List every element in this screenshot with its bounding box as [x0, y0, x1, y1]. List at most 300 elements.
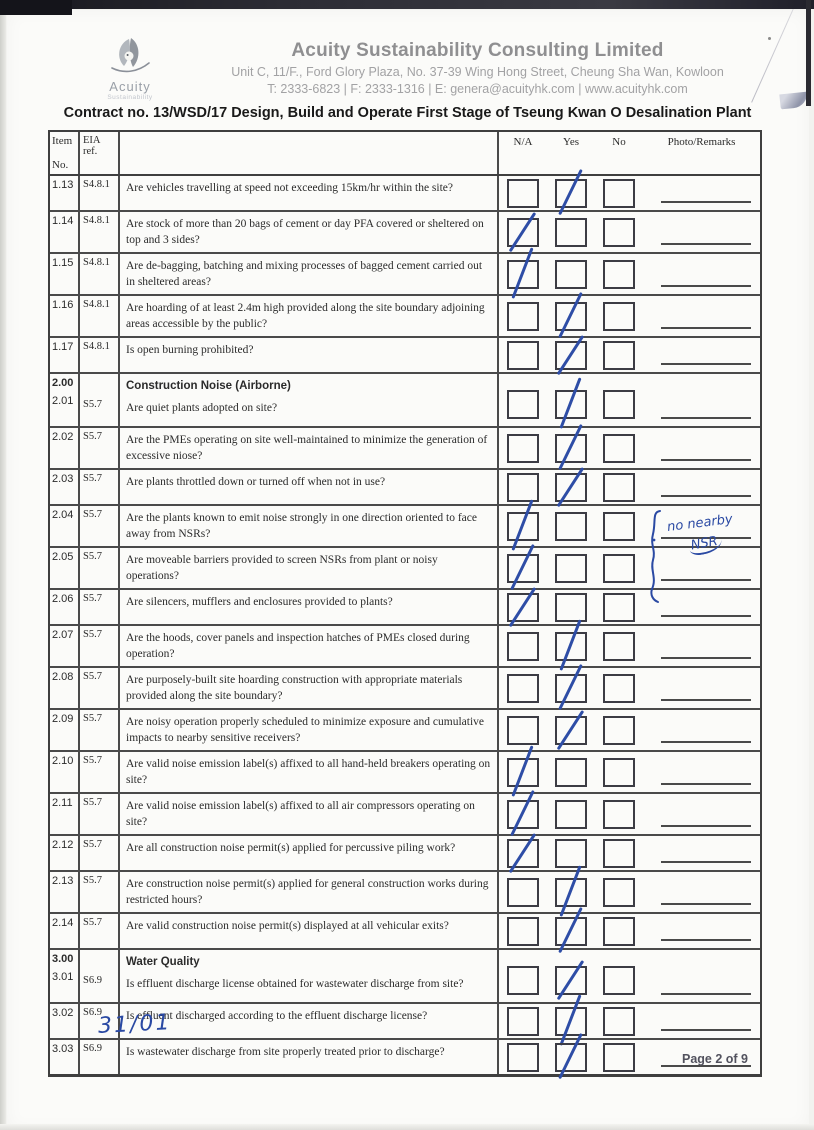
checkbox-yes: [555, 390, 587, 419]
question-text: Is effluent discharged according to the effluent discharge license?: [126, 1010, 428, 1022]
item-cell: [50, 752, 80, 792]
remarks-blank-line: [661, 825, 751, 827]
remarks-cell: [643, 176, 760, 210]
header-item-line2: No.: [52, 159, 69, 171]
checkbox-no: [603, 341, 635, 370]
checkbox-yes: [555, 341, 587, 370]
table-row: [50, 836, 760, 872]
item-number: 2.08: [52, 671, 74, 683]
remarks-blank-line: [661, 459, 751, 461]
item-number: 3.03: [52, 1043, 74, 1055]
question-text: Is wastewater discharge from site properly treated prior to discharge?: [126, 1046, 445, 1058]
item-number: 2.05: [52, 551, 74, 563]
eia-cell: [80, 338, 120, 372]
header-question-blank: [120, 132, 499, 174]
checkbox-yes: [555, 260, 587, 289]
table-row: [50, 506, 760, 554]
eia-reference: S5.7: [83, 629, 102, 640]
checkbox-cell-yes: [547, 176, 595, 210]
checkbox-cell-na: [499, 950, 547, 1002]
checkbox-no: [603, 434, 635, 463]
question-cell: [120, 1040, 499, 1074]
item-cell: [50, 212, 80, 252]
eia-reference: S5.7: [83, 431, 102, 442]
tick-mark: [511, 745, 533, 796]
table-row: [50, 428, 760, 470]
eia-cell: [80, 914, 120, 948]
tick-mark: [510, 789, 534, 835]
checklist-rows: [50, 176, 760, 1074]
checkbox-na: [507, 390, 539, 419]
remarks-blank-line: [661, 939, 751, 941]
company-contact: T: 2333-6823 | F: 2333-1316 | E: genera@acuityhk.com | www.acuityhk.com: [267, 82, 688, 96]
scan-artifact-top-left: [0, 0, 72, 15]
handwritten-date: 31/01: [97, 1010, 173, 1039]
checkbox-na: [507, 1007, 539, 1036]
item-cell: [50, 296, 80, 336]
checkbox-yes: [555, 632, 587, 661]
checkbox-na: [507, 674, 539, 703]
question-text: Are the PMEs operating on site well-maintained to minimize the generation of excessive niose?: [126, 434, 488, 462]
checkbox-cell-na: [499, 668, 547, 708]
question-text: Are the plants known to emit noise strongly in one direction oriented to face away from NSRs?: [126, 512, 477, 540]
table-row: [50, 752, 760, 794]
checkbox-no: [603, 302, 635, 331]
question-cell: [120, 338, 499, 372]
checkbox-cell-yes: [547, 590, 595, 624]
item-number: 2.02: [52, 431, 74, 443]
checkbox-cell-no: [595, 548, 643, 588]
table-row: [50, 914, 760, 950]
remarks-blank-line: [661, 861, 751, 863]
checkbox-cell-yes: [547, 428, 595, 468]
table-row: [50, 296, 760, 338]
checkbox-cell-yes: [547, 710, 595, 750]
checkbox-yes: [555, 878, 587, 907]
tick-mark: [559, 865, 581, 916]
checkbox-cell-na: [499, 794, 547, 834]
remarks-cell: [643, 470, 760, 504]
letterhead: [190, 40, 765, 96]
checkbox-cell-na: [499, 548, 547, 588]
checkbox-cell-no: [595, 914, 643, 948]
header-na: N/A: [513, 136, 533, 148]
checkbox-na: [507, 341, 539, 370]
checkbox-no: [603, 554, 635, 583]
checkbox-cell-yes: [547, 470, 595, 504]
checkbox-cell-na: [499, 752, 547, 792]
item-cell: [50, 548, 80, 588]
remarks-blank-line: [661, 243, 751, 245]
checkbox-cell-yes: [547, 212, 595, 252]
checklist-table: [48, 130, 762, 1077]
checkbox-yes: [555, 1043, 587, 1072]
eia-cell: [80, 626, 120, 666]
item-number: 1.14: [52, 215, 74, 227]
eia-reference: S4.8.1: [83, 341, 110, 352]
question-cell: [120, 212, 499, 252]
question-cell: [120, 548, 499, 588]
eia-reference: S6.9: [83, 1007, 102, 1018]
item-cell: [50, 374, 80, 426]
checkbox-no: [603, 966, 635, 995]
remarks-cell: [643, 668, 760, 708]
remarks-cell: [643, 428, 760, 468]
remarks-blank-line: [661, 579, 751, 581]
item-number: 1.13: [52, 179, 74, 191]
checkbox-cell-no: [595, 794, 643, 834]
eia-cell: [80, 590, 120, 624]
tick-mark: [558, 168, 582, 214]
remarks-cell: [643, 752, 760, 792]
tick-mark: [509, 833, 536, 873]
eia-reference: S5.7: [83, 473, 102, 484]
eia-cell: [80, 374, 120, 426]
remarks-blank-line: [661, 993, 751, 995]
remarks-blank-line: [661, 495, 751, 497]
checkbox-na: [507, 260, 539, 289]
scan-artifact-right-edge: [806, 0, 811, 106]
remarks-blank-line: [661, 615, 751, 617]
table-row: [50, 176, 760, 212]
checkbox-no: [603, 674, 635, 703]
tick-mark: [558, 1032, 582, 1078]
checkbox-cell-no: [595, 470, 643, 504]
remarks-cell: [643, 950, 760, 1002]
question-cell: [120, 950, 499, 1002]
item-cell: [50, 710, 80, 750]
eia-cell: [80, 176, 120, 210]
table-row: [50, 794, 760, 836]
checkbox-cell-no: [595, 1004, 643, 1038]
remarks-cell: [643, 836, 760, 870]
question-text: Are moveable barriers provided to screen NSRs from plant or noisy operations?: [126, 554, 438, 582]
question-cell: [120, 254, 499, 294]
company-name: Acuity Sustainability Consulting Limited: [291, 40, 664, 61]
question-cell: [120, 1004, 499, 1038]
header-no: No: [612, 136, 626, 148]
checkbox-cell-yes: [547, 374, 595, 426]
eia-reference: S5.7: [83, 399, 102, 410]
tick-mark: [510, 543, 534, 589]
checkbox-yes: [555, 593, 587, 622]
item-number: 3.01: [52, 971, 74, 983]
remarks-cell: [643, 506, 760, 554]
item-number: 2.12: [52, 839, 74, 851]
checkbox-cell-yes: [547, 794, 595, 834]
table-row: [50, 212, 760, 254]
checkbox-cell-no: [595, 254, 643, 294]
eia-cell: [80, 470, 120, 504]
tick-mark: [558, 663, 582, 709]
checkbox-na: [507, 1043, 539, 1072]
checkbox-no: [603, 878, 635, 907]
brace-mark-icon: [645, 508, 663, 604]
checkbox-cell-no: [595, 338, 643, 372]
checkbox-cell-na: [499, 710, 547, 750]
tick-mark: [559, 619, 581, 670]
tick-mark: [558, 291, 582, 337]
section-title: Water Quality: [126, 956, 200, 968]
checkbox-yes: [555, 218, 587, 247]
question-cell: [120, 470, 499, 504]
tick-mark: [557, 710, 584, 750]
section-number: 2.00: [52, 377, 74, 389]
remarks-cell: [643, 872, 760, 912]
header-remarks: Photo/Remarks: [667, 136, 736, 148]
question-cell: [120, 668, 499, 708]
question-text: Are valid noise emission label(s) affixed to all hand-held breakers operating on site?: [126, 758, 491, 786]
eia-reference: S5.7: [83, 551, 102, 562]
item-cell: [50, 590, 80, 624]
checkbox-yes: [555, 674, 587, 703]
remarks-cell: [643, 296, 760, 336]
checkbox-cell-yes: [547, 548, 595, 588]
checkbox-no: [603, 390, 635, 419]
checkbox-yes: [555, 473, 587, 502]
acuity-leaf-icon: [108, 36, 152, 78]
checkbox-no: [603, 512, 635, 541]
question-cell: [120, 374, 499, 426]
item-cell: [50, 1004, 80, 1038]
checkbox-yes: [555, 839, 587, 868]
table-row: [50, 668, 760, 710]
question-cell: [120, 710, 499, 750]
checkbox-na: [507, 473, 539, 502]
item-cell: [50, 836, 80, 870]
checkbox-yes: [555, 966, 587, 995]
checkbox-cell-no: [595, 626, 643, 666]
checkbox-na: [507, 632, 539, 661]
remarks-cell: [643, 794, 760, 834]
checkbox-cell-no: [595, 1040, 643, 1074]
checkbox-cell-no: [595, 668, 643, 708]
item-cell: [50, 254, 80, 294]
checkbox-cell-no: [595, 872, 643, 912]
eia-reference: S4.8.1: [83, 257, 110, 268]
checkbox-na: [507, 800, 539, 829]
checkbox-no: [603, 758, 635, 787]
eia-reference: S6.9: [83, 975, 102, 986]
question-text: Are quiet plants adopted on site?: [126, 402, 278, 414]
checkbox-yes: [555, 800, 587, 829]
eia-spacer: [83, 953, 115, 969]
question-cell: [120, 296, 499, 336]
checkbox-cell-na: [499, 428, 547, 468]
checkbox-cell-yes: [547, 254, 595, 294]
checkbox-cell-na: [499, 296, 547, 336]
header-item-no: [50, 132, 80, 174]
checkbox-cell-yes: [547, 752, 595, 792]
checkbox-cell-na: [499, 836, 547, 870]
checkbox-na: [507, 716, 539, 745]
remarks-blank-line: [661, 363, 751, 365]
table-row: [50, 374, 760, 428]
item-cell: [50, 470, 80, 504]
table-header-row: [50, 132, 760, 176]
scan-artifact-bottom-edge: [0, 1124, 814, 1130]
remarks-blank-line: [661, 417, 751, 419]
checkbox-cell-na: [499, 590, 547, 624]
handwritten-remark-line1: no nearby: [666, 512, 734, 535]
header-item-line1: Item: [52, 135, 73, 147]
checkbox-no: [603, 179, 635, 208]
eia-reference: S5.7: [83, 593, 102, 604]
item-cell: [50, 914, 80, 948]
eia-reference: S5.7: [83, 875, 102, 886]
question-cell: [120, 872, 499, 912]
checkbox-cell-no: [595, 506, 643, 546]
checkbox-cell-yes: [547, 668, 595, 708]
checkbox-na: [507, 218, 539, 247]
checkbox-cell-yes: [547, 296, 595, 336]
checkbox-na: [507, 917, 539, 946]
question-text: Are de-bagging, batching and mixing processes of bagged cement carried out in sheltered areas?: [126, 260, 483, 288]
checkbox-na: [507, 302, 539, 331]
checkbox-cell-yes: [547, 836, 595, 870]
header-yes: Yes: [562, 136, 579, 148]
table-row: [50, 626, 760, 668]
item-number: 3.02: [52, 1007, 74, 1019]
question-cell: [120, 914, 499, 948]
checkbox-cell-na: [499, 626, 547, 666]
question-text: Are silencers, mufflers and enclosures provided to plants?: [126, 596, 393, 608]
tick-mark: [511, 499, 533, 550]
item-cell: [50, 668, 80, 708]
remarks-blank-line: [661, 903, 751, 905]
item-cell: [50, 338, 80, 372]
checkbox-na: [507, 839, 539, 868]
eia-reference: S6.9: [83, 1043, 102, 1054]
question-cell: [120, 626, 499, 666]
question-cell: [120, 836, 499, 870]
checkbox-na: [507, 966, 539, 995]
checkbox-cell-yes: [547, 914, 595, 948]
checkbox-yes: [555, 716, 587, 745]
checkbox-cell-yes: [547, 1040, 595, 1074]
header-eia-ref: EIA ref.: [80, 132, 120, 174]
remarks-cell: [643, 338, 760, 372]
question-cell: [120, 428, 499, 468]
remarks-cell: [643, 626, 760, 666]
item-number: 1.15: [52, 257, 74, 269]
remarks-cell: [643, 710, 760, 750]
remarks-cell: [643, 212, 760, 252]
checkbox-cell-no: [595, 212, 643, 252]
remarks-cell: [643, 1004, 760, 1038]
checkbox-yes: [555, 302, 587, 331]
section-title: Construction Noise (Airborne): [126, 380, 291, 392]
logo-name: Acuity: [109, 79, 151, 94]
item-number: 2.07: [52, 629, 74, 641]
eia-reference: S5.7: [83, 671, 102, 682]
eia-cell: [80, 752, 120, 792]
eia-spacer: [83, 377, 115, 393]
checkbox-cell-no: [595, 836, 643, 870]
checkbox-yes: [555, 179, 587, 208]
remarks-blank-line: [661, 201, 751, 203]
eia-cell: [80, 710, 120, 750]
item-cell: [50, 872, 80, 912]
item-cell: [50, 176, 80, 210]
remarks-blank-line: [661, 327, 751, 329]
item-cell: [50, 626, 80, 666]
eia-cell: [80, 548, 120, 588]
checkbox-cell-na: [499, 506, 547, 546]
question-text: Are hoarding of at least 2.4m high provided along the site boundary adjoining areas accessible by the public?: [126, 302, 485, 330]
question-cell: [120, 752, 499, 792]
table-row: [50, 710, 760, 752]
item-cell: [50, 1040, 80, 1074]
eia-cell: [80, 506, 120, 546]
question-text: Is open burning prohibited?: [126, 344, 254, 356]
tick-mark: [511, 247, 533, 298]
eia-cell: [80, 794, 120, 834]
tick-mark: [558, 906, 582, 952]
item-number: 2.01: [52, 395, 74, 407]
item-cell: [50, 950, 80, 1002]
checkbox-cell-no: [595, 590, 643, 624]
checkbox-no: [603, 473, 635, 502]
checkbox-no: [603, 260, 635, 289]
scan-artifact-left-edge: [0, 9, 6, 1130]
tick-mark: [558, 423, 582, 469]
checkbox-cell-yes: [547, 506, 595, 546]
checkbox-cell-na: [499, 1004, 547, 1038]
eia-reference: S5.7: [83, 797, 102, 808]
checkbox-cell-na: [499, 212, 547, 252]
remarks-blank-line: [661, 1029, 751, 1031]
logo-subtitle: Sustainability: [107, 94, 153, 101]
eia-reference: S5.7: [83, 713, 102, 724]
checkbox-cell-na: [499, 872, 547, 912]
checkbox-no: [603, 218, 635, 247]
eia-reference: S4.8.1: [83, 215, 110, 226]
eia-cell: [80, 212, 120, 252]
item-number: 2.03: [52, 473, 74, 485]
table-row: [50, 470, 760, 506]
checkbox-na: [507, 554, 539, 583]
company-address: Unit C, 11/F., Ford Glory Plaza, No. 37-39 Wing Hong Street, Cheung Sha Wan, Kowloon: [231, 65, 724, 79]
checkbox-cell-na: [499, 914, 547, 948]
eia-cell: [80, 950, 120, 1002]
question-text: Are valid noise emission label(s) affixed to all air compressors operating on site?: [126, 800, 475, 828]
item-number: 1.16: [52, 299, 74, 311]
tick-mark: [559, 377, 581, 428]
remarks-blank-line: [661, 741, 751, 743]
eia-reference: S4.8.1: [83, 299, 110, 310]
item-number: 1.17: [52, 341, 74, 353]
checkbox-cell-no: [595, 296, 643, 336]
checkbox-cell-no: [595, 710, 643, 750]
eia-cell: [80, 836, 120, 870]
checkbox-cell-na: [499, 470, 547, 504]
checkbox-na: [507, 758, 539, 787]
table-row: [50, 254, 760, 296]
checkbox-cell-na: [499, 176, 547, 210]
eia-reference: S4.8.1: [83, 179, 110, 190]
checkbox-cell-no: [595, 374, 643, 426]
eia-reference: S5.7: [83, 509, 102, 520]
question-cell: [120, 506, 499, 546]
checkbox-na: [507, 512, 539, 541]
remarks-cell: [643, 254, 760, 294]
item-number: 2.06: [52, 593, 74, 605]
checkbox-cell-na: [499, 1040, 547, 1074]
checkbox-no: [603, 917, 635, 946]
question-text: Are all construction noise permit(s) applied for percussive piling work?: [126, 842, 456, 854]
eia-reference: S5.7: [83, 917, 102, 928]
